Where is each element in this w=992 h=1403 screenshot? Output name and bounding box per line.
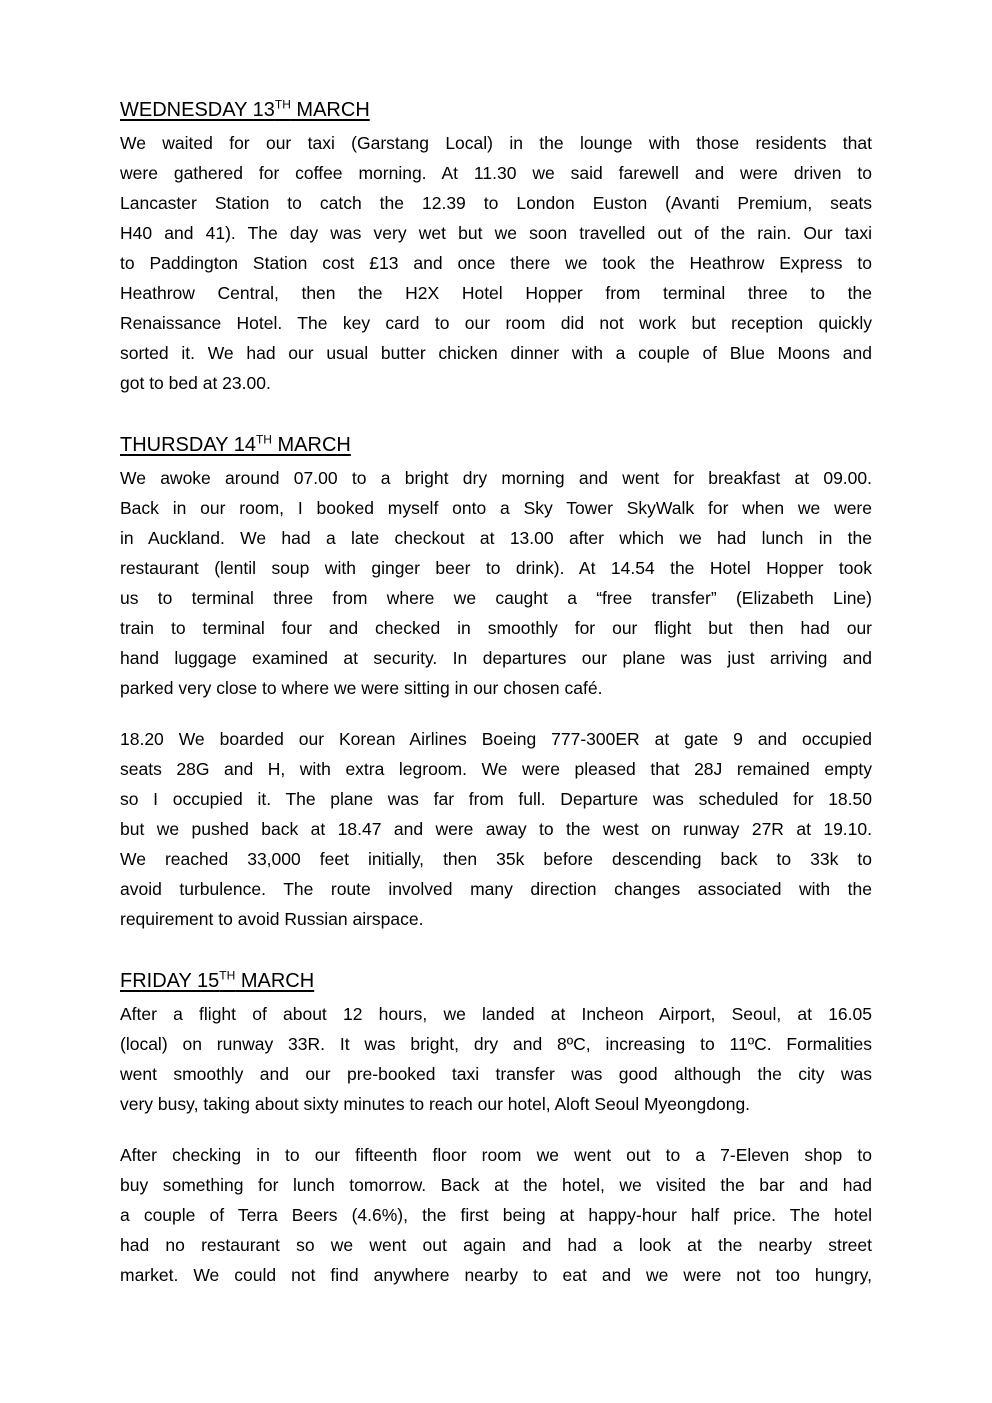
text-line: a couple of Terra Beers (4.6%), the first being at happy-hour half price. The hotel bbox=[120, 1205, 872, 1225]
heading-month: MARCH bbox=[290, 99, 370, 121]
text-line: buy something for lunch tomorrow. Back at the hotel, we visited the bar and had bbox=[120, 1175, 872, 1195]
diary-entry bbox=[120, 95, 872, 398]
heading-month: MARCH bbox=[235, 970, 315, 992]
text-line: After a flight of about 12 hours, we landed at Incheon Airport, Seoul, at 16.05 bbox=[120, 1004, 872, 1024]
paragraph bbox=[120, 128, 872, 398]
paragraph bbox=[120, 463, 872, 703]
text-line: (local) on runway 33R. It was bright, dry and 8ºC, increasing to 11ºC. Formalities bbox=[120, 1034, 872, 1054]
text-line: Heathrow Central, then the H2X Hotel Hopper from terminal three to the bbox=[120, 283, 872, 303]
text-line: very busy, taking about sixty minutes to reach our hotel, Aloft Seoul Myeongdong. bbox=[120, 1094, 751, 1114]
text-line: seats 28G and H, with extra legroom. We were pleased that 28J remained empty bbox=[120, 759, 872, 779]
text-line: We reached 33,000 feet initially, then 35k before descending back to 33k to bbox=[120, 849, 872, 869]
text-line: in Auckland. We had a late checkout at 13.00 after which we had lunch in the bbox=[120, 528, 872, 548]
text-line: H40 and 41). The day was very wet but we soon travelled out of the rain. Our taxi bbox=[120, 223, 872, 243]
text-line: After checking in to our fifteenth floor room we went out to a 7-Eleven shop to bbox=[120, 1145, 872, 1165]
text-line: but we pushed back at 18.47 and were away to the west on runway 27R at 19.10. bbox=[120, 819, 872, 839]
text-line: market. We could not find anywhere nearby to eat and we were not too hungry, bbox=[120, 1265, 872, 1285]
document-page bbox=[120, 95, 872, 1322]
text-line: were gathered for coffee morning. At 11.30 we said farewell and were driven to bbox=[120, 163, 872, 183]
text-line: got to bed at 23.00. bbox=[120, 373, 271, 393]
entry-heading bbox=[120, 430, 872, 460]
text-line: Lancaster Station to catch the 12.39 to London Euston (Avanti Premium, seats bbox=[120, 193, 872, 213]
text-line: had no restaurant so we went out again and had a look at the nearby street bbox=[120, 1235, 872, 1255]
diary-entry bbox=[120, 966, 872, 1290]
text-line: us to terminal three from where we caught a “free transfer” (Elizabeth Line) bbox=[120, 588, 872, 608]
text-line: requirement to avoid Russian airspace. bbox=[120, 909, 424, 929]
heading-day: WEDNESDAY 13 bbox=[120, 99, 275, 121]
heading-text bbox=[120, 970, 314, 992]
paragraph bbox=[120, 724, 872, 934]
heading-ordinal: TH bbox=[255, 432, 272, 447]
heading-ordinal: TH bbox=[219, 968, 236, 983]
heading-day: THURSDAY 14 bbox=[120, 434, 256, 456]
text-line: to Paddington Station cost £13 and once there we took the Heathrow Express to bbox=[120, 253, 872, 273]
diary-entry bbox=[120, 430, 872, 934]
text-line: hand luggage examined at security. In departures our plane was just arriving and bbox=[120, 648, 872, 668]
heading-day: FRIDAY 15 bbox=[120, 970, 220, 992]
text-line: parked very close to where we were sitting in our chosen café. bbox=[120, 678, 603, 698]
text-line: We awoke around 07.00 to a bright dry morning and went for breakfast at 09.00. bbox=[120, 468, 872, 488]
text-line: We waited for our taxi (Garstang Local) in the lounge with those residents that bbox=[120, 133, 872, 153]
text-line: 18.20 We boarded our Korean Airlines Boeing 777-300ER at gate 9 and occupied bbox=[120, 729, 872, 749]
heading-text bbox=[120, 434, 351, 456]
text-line: went smoothly and our pre-booked taxi transfer was good although the city was bbox=[120, 1064, 872, 1084]
text-line: sorted it. We had our usual butter chicken dinner with a couple of Blue Moons and bbox=[120, 343, 872, 363]
text-line: Back in our room, I booked myself onto a Sky Tower SkyWalk for when we were bbox=[120, 498, 872, 518]
entry-heading bbox=[120, 966, 872, 996]
heading-ordinal: TH bbox=[274, 97, 291, 112]
text-line: train to terminal four and checked in smoothly for our flight but then had our bbox=[120, 618, 872, 638]
heading-month: MARCH bbox=[271, 434, 351, 456]
paragraph bbox=[120, 999, 872, 1119]
text-line: so I occupied it. The plane was far from full. Departure was scheduled for 18.50 bbox=[120, 789, 872, 809]
entry-heading bbox=[120, 95, 872, 125]
text-line: avoid turbulence. The route involved many direction changes associated with the bbox=[120, 879, 872, 899]
text-line: Renaissance Hotel. The key card to our room did not work but reception quickly bbox=[120, 313, 872, 333]
text-line: restaurant (lentil soup with ginger beer to drink). At 14.54 the Hotel Hopper took bbox=[120, 558, 872, 578]
heading-text bbox=[120, 99, 370, 121]
paragraph bbox=[120, 1140, 872, 1290]
